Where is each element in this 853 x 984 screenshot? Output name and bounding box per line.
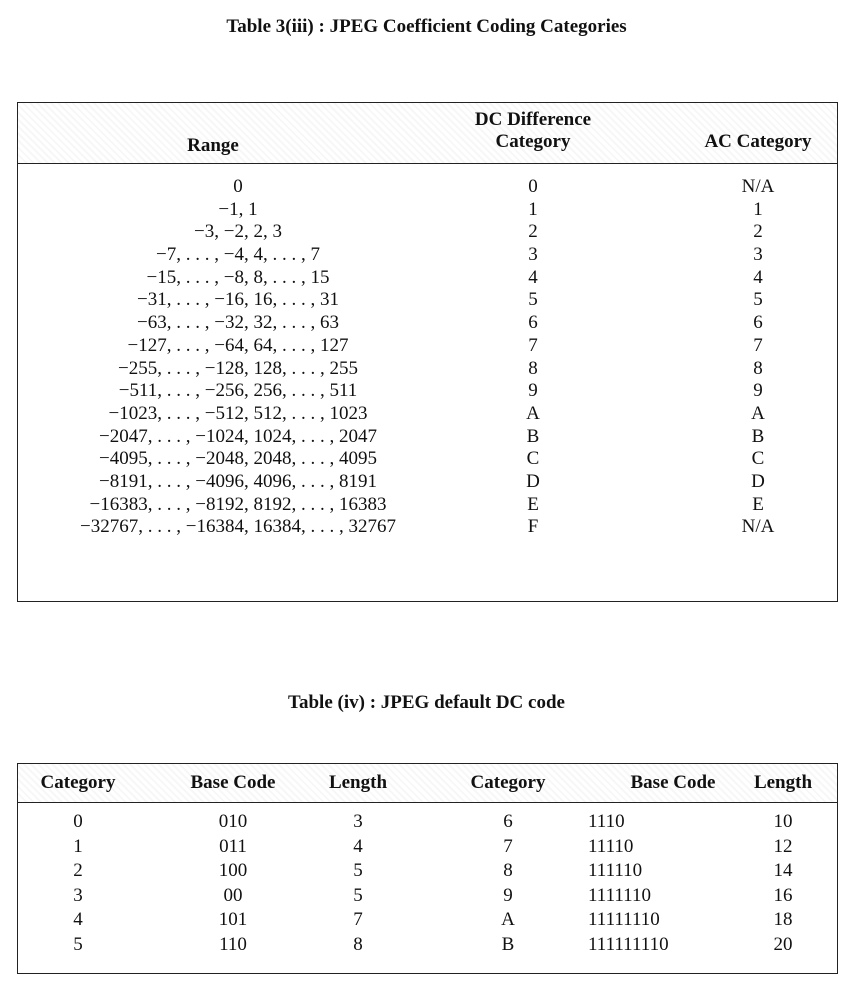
ac-category-cell: E: [752, 493, 764, 515]
range-cell: −255, . . . , −128, 128, . . . , 255: [118, 357, 358, 379]
category-cell: 0: [73, 811, 83, 832]
dc-category-cell: 5: [528, 289, 538, 311]
table-row: [18, 837, 837, 862]
ac-category-cell: N/A: [741, 176, 775, 197]
category-cell: 6: [503, 811, 513, 832]
base-code-cell: 1111110: [588, 884, 651, 906]
category-cell: 2: [73, 860, 83, 881]
ac-category-cell: 6: [753, 312, 763, 334]
table-row: [18, 886, 837, 911]
table-row: [18, 495, 837, 518]
dc-category-cell: 0: [528, 176, 538, 197]
range-cell: −1, 1: [218, 198, 258, 220]
range-cell: −8191, . . . , −4096, 4096, . . . , 8191: [99, 470, 377, 492]
table-row: [18, 290, 837, 313]
ac-category-cell: N/A: [741, 516, 775, 538]
dc-category-cell: 4: [528, 266, 538, 288]
table4-body: [18, 812, 837, 959]
ac-category-cell: D: [751, 470, 765, 492]
ac-category-cell: 3: [753, 244, 763, 266]
table-row: [18, 910, 837, 935]
length-cell: 20: [773, 933, 793, 955]
dc-category-cell: 7: [528, 334, 538, 356]
ac-category-cell: A: [751, 402, 765, 424]
length-cell: 14: [773, 860, 793, 881]
base-code-cell: 101: [218, 909, 248, 930]
coefficient-coding-table: [17, 102, 838, 602]
dc-code-table: [17, 763, 838, 974]
base-code-cell: 010: [218, 811, 248, 832]
base-code-header-1: Base Code: [190, 772, 276, 793]
ac-category-cell: 5: [753, 289, 763, 311]
category-cell: 4: [73, 909, 83, 930]
length-cell: 3: [353, 811, 363, 832]
dc-category-header-line1: DC Difference: [474, 109, 592, 130]
category-cell: 5: [73, 933, 83, 955]
category-cell: A: [501, 909, 515, 930]
dc-category-cell: 1: [528, 198, 538, 220]
table-row: [18, 427, 837, 450]
ac-category-cell: 2: [753, 221, 763, 243]
range-cell: −2047, . . . , −1024, 1024, . . . , 2047: [99, 425, 377, 447]
table-row: [18, 404, 837, 427]
table-row: [18, 313, 837, 336]
length-cell: 5: [353, 884, 363, 906]
table-row: [18, 200, 837, 223]
base-code-cell: 11111110: [588, 909, 660, 930]
ac-category-cell: 9: [753, 380, 763, 402]
table-row: [18, 245, 837, 268]
length-cell: 18: [773, 909, 793, 930]
range-cell: −511, . . . , −256, 256, . . . , 511: [118, 380, 358, 402]
table-row: [18, 861, 837, 886]
category-cell: 9: [503, 884, 513, 906]
dc-category-cell: 6: [528, 312, 538, 334]
length-cell: 4: [353, 835, 363, 857]
range-cell: 0: [233, 176, 243, 197]
length-cell: 8: [353, 933, 363, 955]
table-row: [18, 177, 837, 200]
table-row: [18, 935, 837, 960]
range-cell: −32767, . . . , −16384, 16384, . . . , 32767: [80, 516, 396, 538]
table-row: [18, 517, 837, 540]
table3-body: [18, 177, 837, 540]
ac-category-header: AC Category: [704, 131, 812, 152]
base-code-cell: 1110: [588, 811, 625, 832]
ac-category-cell: 1: [753, 198, 763, 220]
range-cell: −7, . . . , −4, 4, . . . , 7: [156, 244, 320, 266]
base-code-cell: 100: [218, 860, 248, 881]
table-row: [18, 381, 837, 404]
ac-category-cell: B: [751, 425, 765, 447]
length-cell: 12: [773, 835, 793, 857]
base-code-header-2: Base Code: [630, 772, 716, 793]
category-cell: 3: [73, 884, 83, 906]
category-cell: 8: [503, 860, 513, 881]
dc-category-cell: 8: [528, 357, 538, 379]
table-row: [18, 812, 837, 837]
dc-category-cell: 3: [528, 244, 538, 266]
dc-category-cell: B: [526, 425, 540, 447]
ac-category-cell: 8: [753, 357, 763, 379]
range-cell: −63, . . . , −32, 32, . . . , 63: [137, 312, 339, 334]
range-cell: −1023, . . . , −512, 512, . . . , 1023: [108, 402, 368, 424]
category-cell: 7: [503, 835, 513, 857]
dc-category-cell: E: [527, 493, 539, 515]
table4-title: Table (iv) : JPEG default DC code: [288, 692, 565, 713]
dc-category-cell: F: [527, 516, 539, 538]
table3-title: Table 3(iii) : JPEG Coefficient Coding Categories: [226, 16, 627, 37]
range-cell: −127, . . . , −64, 64, . . . , 127: [127, 334, 349, 356]
base-code-cell: 11110: [588, 835, 634, 857]
range-cell: −31, . . . , −16, 16, . . . , 31: [137, 289, 339, 311]
range-cell: −15, . . . , −8, 8, . . . , 15: [146, 266, 330, 288]
dc-category-header-line2: Category: [495, 131, 571, 152]
table4-header: [18, 764, 837, 803]
base-code-cell: 110: [219, 933, 247, 955]
table-row: [18, 449, 837, 472]
range-cell: −4095, . . . , −2048, 2048, . . . , 4095: [99, 448, 377, 470]
base-code-cell: 00: [223, 884, 243, 906]
category-cell: 1: [73, 835, 83, 857]
table-row: [18, 472, 837, 495]
category-header-2: Category: [470, 772, 546, 793]
dc-category-cell: C: [526, 448, 540, 470]
dc-category-cell: 9: [528, 380, 538, 402]
table-row: [18, 268, 837, 291]
dc-category-cell: 2: [528, 221, 538, 243]
dc-category-cell: D: [526, 470, 540, 492]
dc-category-cell: A: [526, 402, 540, 424]
range-cell: −3, −2, 2, 3: [194, 221, 282, 243]
base-code-cell: 011: [219, 835, 247, 857]
length-header-1: Length: [328, 772, 388, 793]
table-row: [18, 336, 837, 359]
range-header: Range: [187, 135, 239, 156]
length-cell: 7: [353, 909, 363, 930]
ac-category-cell: C: [751, 448, 765, 470]
length-cell: 16: [773, 884, 793, 906]
ac-category-cell: 4: [753, 266, 763, 288]
table-row: [18, 222, 837, 245]
category-cell: B: [501, 933, 515, 955]
base-code-cell: 111111110: [588, 933, 669, 955]
table3-header: [18, 103, 837, 164]
length-cell: 5: [353, 860, 363, 881]
length-cell: 10: [773, 811, 793, 832]
base-code-cell: 111110: [588, 860, 643, 881]
category-header-1: Category: [40, 772, 116, 793]
range-cell: −16383, . . . , −8192, 8192, . . . , 16383: [89, 493, 387, 515]
length-header-2: Length: [753, 772, 813, 793]
ac-category-cell: 7: [753, 334, 763, 356]
table-row: [18, 359, 837, 382]
